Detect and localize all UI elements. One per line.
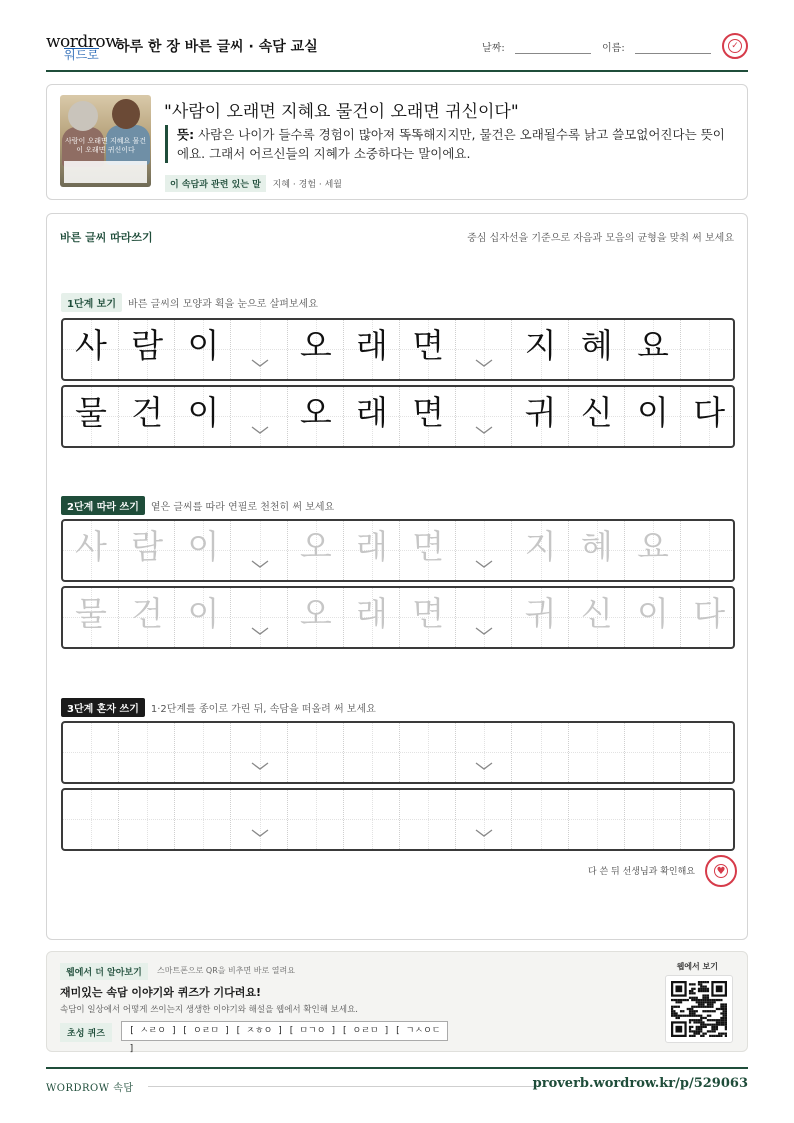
- footer-brand: WORDROW 속담: [46, 1083, 134, 1094]
- grid-character: 면: [412, 326, 445, 365]
- grid-character: 오: [299, 527, 332, 566]
- proverb-text: "사람이 오래면 지혜요 물건이 오래면 귀신이다": [164, 102, 519, 122]
- stage1-badge: 1단계 보기: [61, 293, 122, 312]
- grid-character: 건: [131, 594, 164, 633]
- grid-cell[interactable]: [119, 790, 175, 849]
- grid-cell[interactable]: [232, 723, 288, 782]
- page-title: 하루 한 장 바른 글씨 · 속담 교실: [116, 39, 318, 55]
- logo: wordrow: [46, 32, 120, 52]
- writing-row[interactable]: [61, 788, 735, 851]
- grid-character: 래: [356, 594, 388, 633]
- space-mark-icon: [251, 358, 269, 368]
- grid-cell[interactable]: [400, 723, 456, 782]
- grid-character: 사: [75, 326, 107, 365]
- grid-cell[interactable]: [63, 723, 119, 782]
- stage1-instruction: 바른 글씨의 모양과 획을 눈으로 살펴보세요: [128, 299, 318, 310]
- date-field[interactable]: 날짜:: [482, 39, 591, 54]
- grid-character: 오: [299, 393, 332, 432]
- writing-row[interactable]: [61, 721, 735, 784]
- grid-character: 면: [412, 594, 445, 633]
- grid-cell: [232, 387, 288, 446]
- grid-cell[interactable]: [288, 790, 344, 849]
- grid-cell[interactable]: [569, 723, 625, 782]
- grid-character: 이: [187, 527, 220, 566]
- heart-stamp-icon: ♥: [705, 855, 737, 887]
- web-description: 속담이 일상에서 어떻게 쓰이는지 생생한 이야기와 해설을 웹에서 확인해 보세요.: [60, 1005, 358, 1015]
- grid-character: 이: [187, 393, 220, 432]
- space-mark-icon: [251, 761, 269, 771]
- grid-cell: [456, 320, 512, 379]
- grid-character: 사: [75, 527, 107, 566]
- teacher-check-note: 다 쓴 뒤 선생님과 확인해요: [587, 867, 695, 877]
- space-mark-icon: [475, 425, 493, 435]
- grid-cell[interactable]: [569, 790, 625, 849]
- grid-cell[interactable]: [625, 723, 681, 782]
- grid-character: 신: [580, 393, 613, 432]
- grid-cell[interactable]: [232, 521, 288, 580]
- section-title: 바른 글씨 따라쓰기: [60, 231, 153, 244]
- grid-cell[interactable]: [681, 521, 735, 580]
- grid-character: 혜: [580, 527, 613, 566]
- grid-cell[interactable]: [513, 790, 569, 849]
- writing-row: [61, 385, 735, 448]
- grid-cell: [681, 320, 735, 379]
- stage3-instruction: 1·2단계를 종이로 가린 뒤, 속담을 떠올려 써 보세요: [150, 704, 376, 715]
- grid-character: 오: [299, 326, 332, 365]
- space-mark-icon: [251, 425, 269, 435]
- qr-title: 웹에서 보기: [676, 962, 718, 971]
- grid-cell[interactable]: [400, 790, 456, 849]
- grid-character: 면: [412, 527, 445, 566]
- grid-character: 래: [356, 326, 388, 365]
- grid-character: 이: [187, 326, 220, 365]
- name-field[interactable]: 이름:: [602, 39, 711, 54]
- grid-character: 이: [637, 594, 669, 633]
- page-footer: [46, 1067, 748, 1094]
- proverb-card: [46, 84, 748, 200]
- grid-cell[interactable]: [175, 723, 231, 782]
- footer-url[interactable]: proverb.wordrow.kr/p/529063: [532, 1076, 748, 1091]
- grid-character: 래: [356, 527, 388, 566]
- grid-character: 신: [580, 594, 613, 633]
- grid-character: 람: [131, 326, 164, 365]
- writing-row[interactable]: [61, 586, 735, 649]
- writing-row: [61, 318, 735, 381]
- stage2-instruction: 옅은 글씨를 따라 연필로 천천히 써 보세요: [150, 502, 335, 513]
- initial-consonant-quiz: [ ㅅㄹㅇ ] [ ㅇㄹㅁ ] [ ㅈㅎㅇ ] [ ㅁㄱㅇ ] [ ㅇㄹㅁ ] [ ㄱㅅㅇㄷ ]: [121, 1021, 448, 1041]
- logo-subtitle: 워드로: [64, 48, 99, 62]
- web-headline: 재미있는 속담 이야기와 퀴즈가 기다려요!: [60, 986, 261, 999]
- grid-character: 오: [299, 594, 332, 633]
- grid-character: 건: [131, 393, 164, 432]
- grid-cell[interactable]: [681, 723, 735, 782]
- grid-character: 귀: [524, 594, 557, 633]
- grid-character: 이: [637, 393, 669, 432]
- qr-code-icon[interactable]: [665, 975, 733, 1043]
- grid-cell[interactable]: [513, 723, 569, 782]
- space-mark-icon: [251, 626, 269, 636]
- web-tag: 웹에서 더 알아보기: [60, 963, 148, 980]
- grid-character: 이: [187, 594, 220, 633]
- proverb-illustration: [60, 95, 151, 187]
- grid-cell[interactable]: [456, 588, 512, 647]
- space-mark-icon: [475, 828, 493, 838]
- grid-cell[interactable]: [625, 790, 681, 849]
- grid-character: 람: [131, 527, 164, 566]
- space-mark-icon: [251, 559, 269, 569]
- grid-cell[interactable]: [456, 521, 512, 580]
- approval-stamp-icon: ✓: [722, 33, 748, 59]
- grid-cell[interactable]: [681, 790, 735, 849]
- space-mark-icon: [475, 626, 493, 636]
- grid-character: 래: [356, 393, 388, 432]
- related-label: 이 속담과 관련 있는 말: [165, 175, 266, 192]
- illustration-caption: 사람이 오래면 지혜요 물건이 오래면 귀신이다: [64, 137, 147, 154]
- web-tag-note: 스마트폰으로 QR을 비추면 바로 열려요: [157, 966, 295, 975]
- section-note: 중심 십자선을 기준으로 자음과 모음의 균형을 맞춰 써 보세요: [467, 233, 734, 244]
- grid-character: 물: [75, 594, 107, 633]
- grid-cell[interactable]: [344, 723, 400, 782]
- grid-character: 혜: [580, 326, 613, 365]
- grid-cell[interactable]: [456, 723, 512, 782]
- grid-character: 물: [75, 393, 107, 432]
- qr-code-graphic: [671, 981, 727, 1037]
- grid-cell: [232, 320, 288, 379]
- stage2-header: [61, 496, 334, 515]
- meaning-block: [165, 125, 725, 163]
- space-mark-icon: [475, 358, 493, 368]
- meaning-label: 뜻:: [177, 127, 195, 142]
- writing-practice-section: [46, 213, 748, 940]
- grid-character: 다: [693, 393, 726, 432]
- grid-character: 요: [637, 326, 669, 365]
- stage3-badge: 3단계 혼자 쓰기: [61, 698, 145, 717]
- space-mark-icon: [251, 828, 269, 838]
- meaning-text: 사람은 나이가 들수록 경험이 많아져 똑똑해지지만, 물건은 오래될수록 낡고 쓸모없어진다는 뜻이에요. 그래서 어르신들의 지혜가 소중하다는 말이에요.: [177, 127, 725, 161]
- stage3-header: [61, 698, 376, 717]
- grid-cell[interactable]: [456, 790, 512, 849]
- grid-character: 지: [524, 527, 557, 566]
- grid-cell[interactable]: [175, 790, 231, 849]
- quiz-label: 초성 퀴즈: [60, 1023, 112, 1042]
- grid-cell[interactable]: [232, 588, 288, 647]
- writing-row[interactable]: [61, 519, 735, 582]
- grid-character: 귀: [524, 393, 557, 432]
- related-words: [165, 175, 342, 192]
- grid-cell: [456, 387, 512, 446]
- stage1-header: [61, 293, 318, 312]
- grid-character: 요: [637, 527, 669, 566]
- grid-cell[interactable]: [288, 723, 344, 782]
- grid-cell[interactable]: [63, 790, 119, 849]
- grid-character: 면: [412, 393, 445, 432]
- stage2-badge: 2단계 따라 쓰기: [61, 496, 145, 515]
- grid-cell[interactable]: [344, 790, 400, 849]
- page-header: [46, 30, 748, 72]
- space-mark-icon: [475, 559, 493, 569]
- grid-cell[interactable]: [119, 723, 175, 782]
- grid-cell[interactable]: [232, 790, 288, 849]
- space-mark-icon: [475, 761, 493, 771]
- related-words-list: 지혜 · 경험 · 세월: [272, 180, 342, 190]
- grid-character: 지: [524, 326, 557, 365]
- grid-character: 다: [693, 594, 726, 633]
- web-panel: [46, 951, 748, 1052]
